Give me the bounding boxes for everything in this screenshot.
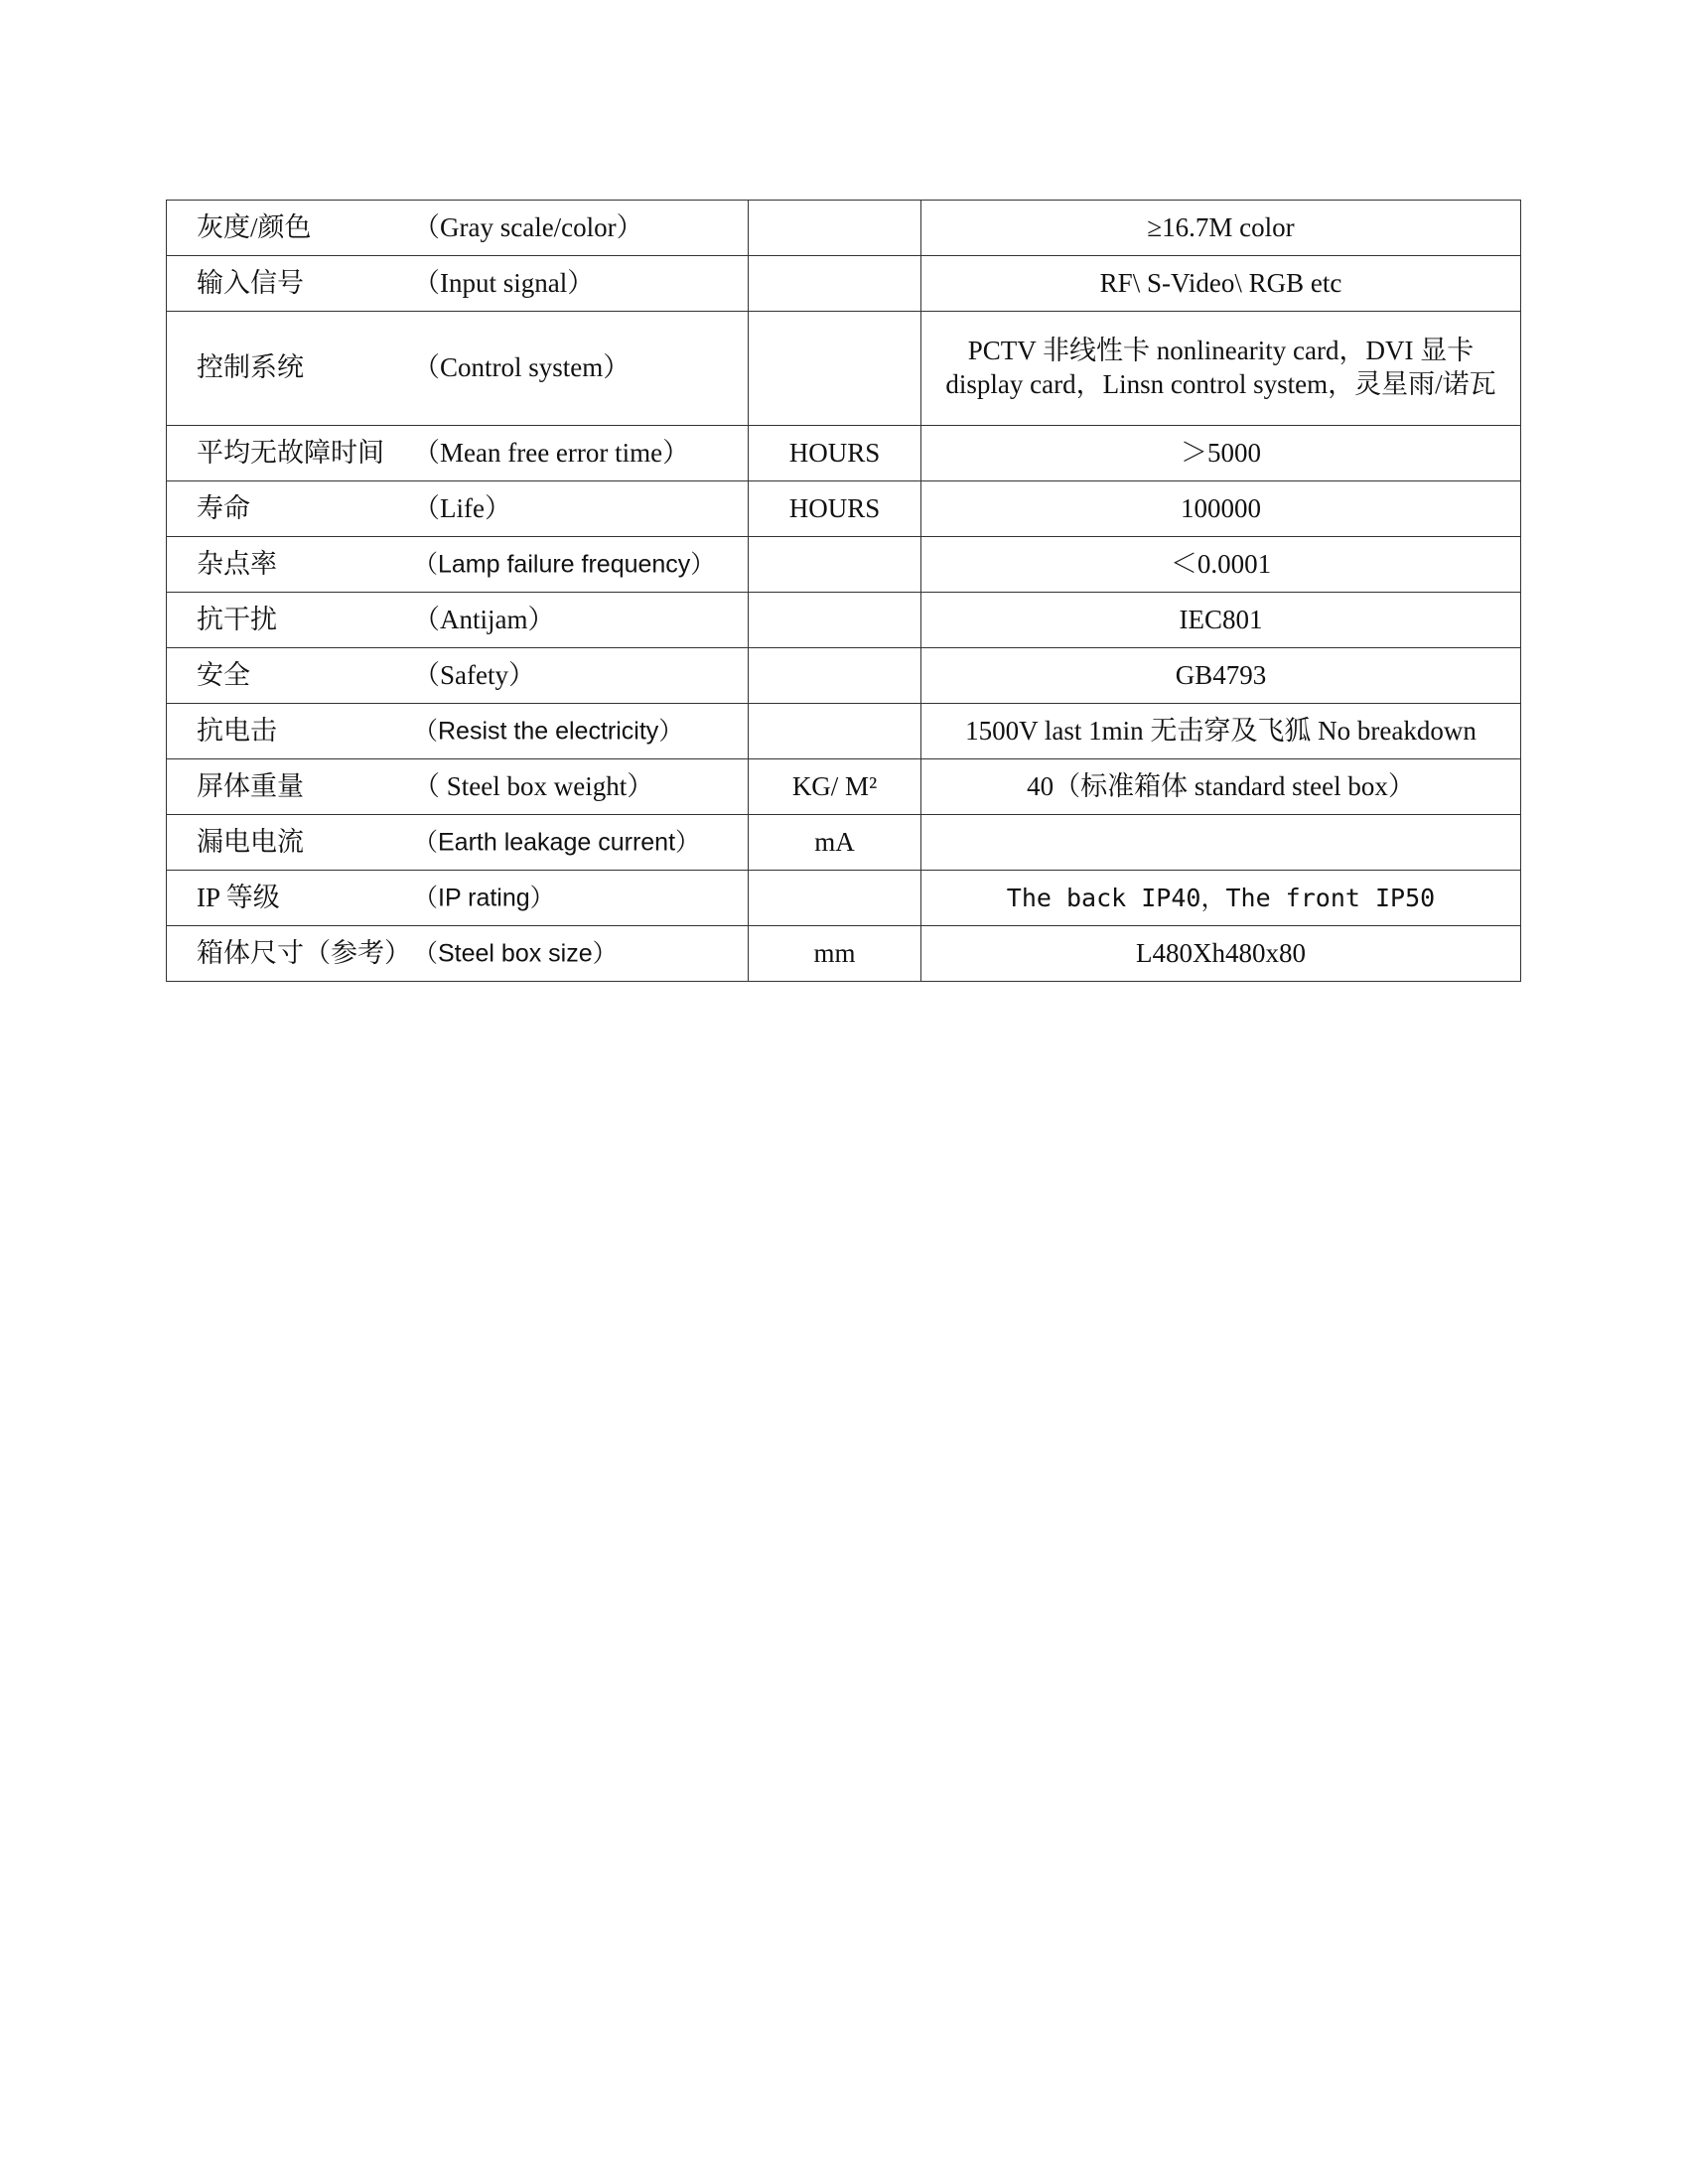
param-name-cell — [167, 537, 749, 593]
param-name-en: （Antijam） — [413, 604, 555, 634]
param-name-cn: 抗电击 — [197, 715, 277, 746]
param-unit — [749, 256, 921, 312]
param-name-cell — [167, 704, 749, 759]
table-row — [167, 759, 1521, 815]
param-unit — [749, 312, 921, 426]
param-name-cn: 输入信号 — [197, 267, 304, 298]
param-value: GB4793 — [921, 648, 1521, 704]
param-name-cn: 控制系统 — [197, 352, 304, 383]
param-unit: HOURS — [749, 426, 921, 481]
param-unit: KG/ M² — [749, 759, 921, 815]
table-row — [167, 926, 1521, 982]
param-value: RF\ S-Video\ RGB etc — [921, 256, 1521, 312]
table-row — [167, 871, 1521, 926]
param-name-cell — [167, 759, 749, 815]
param-name-en: （Mean free error time） — [413, 437, 690, 468]
param-unit: mA — [749, 815, 921, 871]
param-name-en: （Control system） — [413, 352, 631, 383]
param-name-cn: 屏体重量 — [197, 770, 304, 801]
table-row — [167, 426, 1521, 481]
param-value: ＞5000 — [921, 426, 1521, 481]
table-row — [167, 201, 1521, 256]
param-value: 1500V last 1min 无击穿及飞狐 No breakdown — [921, 704, 1521, 759]
param-name-cell — [167, 871, 749, 926]
param-unit: mm — [749, 926, 921, 982]
param-name-cn: 安全 — [197, 659, 250, 690]
param-unit — [749, 593, 921, 648]
param-name-cn: 灰度/颜色 — [197, 211, 312, 242]
param-name-en: （Life） — [413, 492, 511, 523]
table-row — [167, 704, 1521, 759]
param-name-en: （IP rating） — [413, 883, 555, 911]
param-name-cn: 杂点率 — [197, 548, 277, 579]
param-name-cell — [167, 426, 749, 481]
param-value: L480Xh480x80 — [921, 926, 1521, 982]
param-name-cell — [167, 926, 749, 982]
spec-table — [166, 200, 1521, 982]
table-row — [167, 537, 1521, 593]
param-name-cell — [167, 256, 749, 312]
param-name-en: （Resist the electricity） — [413, 716, 684, 745]
param-name-cn: 抗干扰 — [197, 604, 277, 634]
table-row — [167, 312, 1521, 426]
table-row — [167, 815, 1521, 871]
param-name-cn: IP 等级 — [197, 882, 280, 912]
param-unit — [749, 537, 921, 593]
param-unit — [749, 648, 921, 704]
param-name-cell — [167, 593, 749, 648]
param-value: ≥16.7M color — [921, 201, 1521, 256]
param-name-en: （Earth leakage current） — [413, 827, 701, 856]
param-name-en: （ Steel box weight） — [413, 770, 654, 801]
param-unit: HOURS — [749, 481, 921, 537]
param-value: ＜0.0001 — [921, 537, 1521, 593]
table-row — [167, 648, 1521, 704]
param-name-cn: 寿命 — [197, 492, 250, 523]
param-value: IEC801 — [921, 593, 1521, 648]
param-name-en: （Input signal） — [413, 267, 595, 298]
param-name-en: （Lamp failure frequency） — [413, 549, 716, 578]
param-name-en: （Steel box size） — [413, 938, 618, 967]
table-row — [167, 481, 1521, 537]
param-value — [921, 815, 1521, 871]
param-name-cell — [167, 815, 749, 871]
param-unit — [749, 704, 921, 759]
param-value: The back IP40，The front IP50 — [921, 871, 1521, 926]
param-name-cn: 箱体尺寸（参考） — [197, 937, 411, 968]
table-row — [167, 593, 1521, 648]
param-name-cell — [167, 312, 749, 426]
param-name-cn: 平均无故障时间 — [197, 437, 384, 468]
param-value: 40（标准箱体 standard steel box） — [921, 759, 1521, 815]
param-name-cell — [167, 481, 749, 537]
param-unit — [749, 201, 921, 256]
param-name-en: （Gray scale/color） — [413, 211, 643, 242]
param-name-cell — [167, 201, 749, 256]
param-name-cn: 漏电电流 — [197, 826, 304, 857]
param-value: 100000 — [921, 481, 1521, 537]
table-row — [167, 256, 1521, 312]
param-unit — [749, 871, 921, 926]
param-name-cell — [167, 648, 749, 704]
param-name-en: （Safety） — [413, 659, 535, 690]
param-value: PCTV 非线性卡 nonlinearity card，DVI 显卡 display card，Linsn control system，灵星雨/诺瓦 — [921, 312, 1521, 426]
